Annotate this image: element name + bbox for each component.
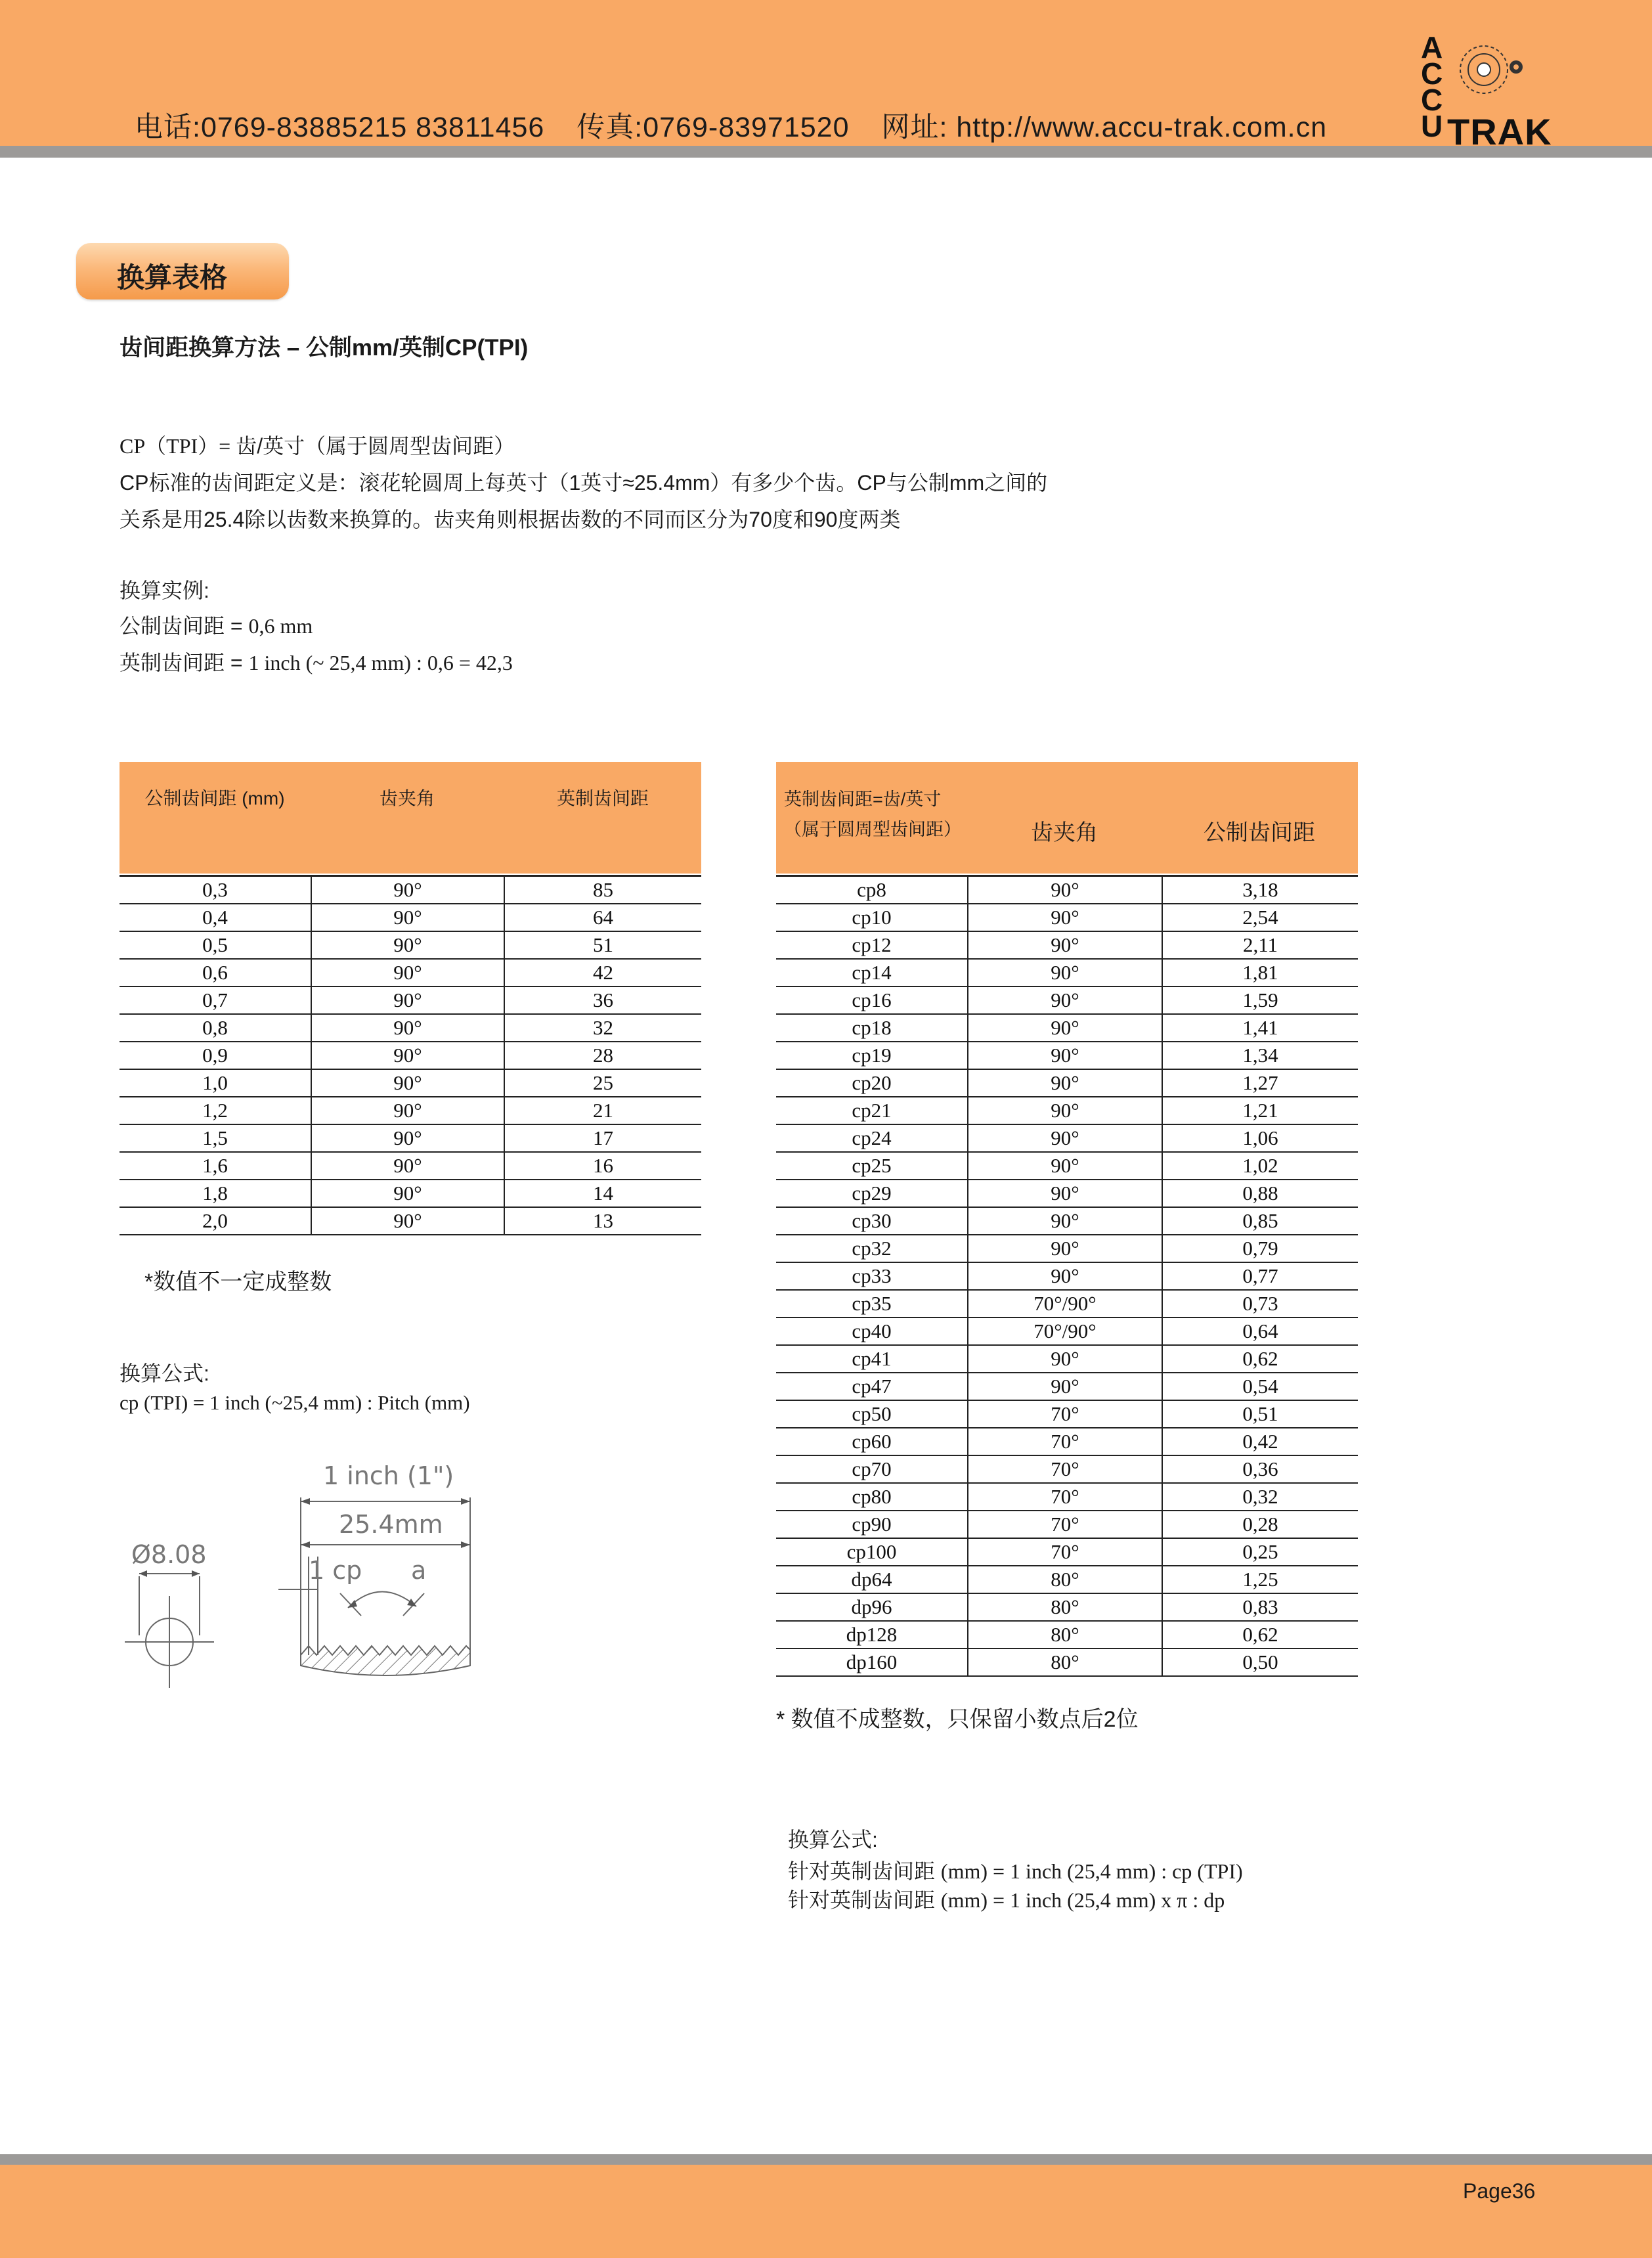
table-row <box>120 876 701 904</box>
table-row <box>120 986 701 1014</box>
table-cell: 70°/90° <box>968 1317 1162 1345</box>
table-cell: cp19 <box>776 1042 968 1069</box>
table-row <box>776 1621 1358 1649</box>
table-row <box>120 931 701 959</box>
table-cell: cp29 <box>776 1180 968 1207</box>
table-cell: 0,5 <box>120 931 311 959</box>
table-cell: cp35 <box>776 1290 968 1317</box>
left-header-metric: 公制齿间距 (mm) <box>144 788 285 808</box>
table-cell: 90° <box>311 931 504 959</box>
diagram-diameter: Ø8.08 <box>131 1540 207 1569</box>
table-cell: 90° <box>968 1373 1162 1400</box>
table-cell: cp32 <box>776 1235 968 1262</box>
table-row <box>776 876 1358 904</box>
section-title-pill <box>76 243 289 299</box>
logo-letter: C <box>1421 56 1443 91</box>
table-row <box>776 1152 1358 1180</box>
table-cell: 90° <box>968 1180 1162 1207</box>
table-cell: dp160 <box>776 1649 968 1676</box>
table-row <box>120 1124 701 1152</box>
page-number: Page36 <box>1463 2179 1536 2203</box>
table-cell: 0,64 <box>1162 1317 1358 1345</box>
table-cell: 1,06 <box>1162 1124 1358 1152</box>
table-cell: 0,36 <box>1162 1455 1358 1483</box>
table-cell: 21 <box>504 1097 701 1124</box>
table-row <box>776 1649 1358 1676</box>
table-cell: 13 <box>504 1207 701 1235</box>
table-cell: 90° <box>968 1014 1162 1042</box>
table-cell: 51 <box>504 931 701 959</box>
table-cell: 0,62 <box>1162 1345 1358 1373</box>
left-table-header <box>120 762 701 874</box>
table-row <box>120 959 701 986</box>
table-cell: 1,21 <box>1162 1097 1358 1124</box>
table-row <box>776 1207 1358 1235</box>
table-cell: 0,83 <box>1162 1593 1358 1621</box>
table-cell: 70° <box>968 1538 1162 1566</box>
example-metric-value: 0,6 mm <box>248 614 313 638</box>
table-cell: 90° <box>311 904 504 931</box>
table-cell: cp25 <box>776 1152 968 1180</box>
example-metric <box>120 609 313 640</box>
table-cell: 90° <box>311 1014 504 1042</box>
table-row <box>120 1097 701 1124</box>
table-row <box>776 959 1358 986</box>
table-cell: 2,0 <box>120 1207 311 1235</box>
section-title: 换算表格 <box>117 262 228 293</box>
left-header-imperial: 英制齿间距 <box>556 788 649 808</box>
table-row <box>776 1483 1358 1511</box>
table-cell: 0,79 <box>1162 1235 1358 1262</box>
table-cell: 0,85 <box>1162 1207 1358 1235</box>
right-header-imperial <box>784 784 976 845</box>
table-cell: 90° <box>311 1180 504 1207</box>
table-cell: 90° <box>968 1124 1162 1152</box>
table-cell: cp10 <box>776 904 968 931</box>
table-cell: 17 <box>504 1124 701 1152</box>
table-cell: 1,0 <box>120 1069 311 1097</box>
table-row <box>120 1014 701 1042</box>
table-row <box>776 1235 1358 1262</box>
table-row <box>776 1428 1358 1455</box>
table-cell: 90° <box>968 1262 1162 1290</box>
right-header-angle: 齿夹角 <box>1031 820 1098 845</box>
table-cell: 80° <box>968 1593 1162 1621</box>
right-formula-2-label: 针对英制齿间距 <box>788 1888 941 1912</box>
right-formula-1-body: (mm) = 1 inch (25,4 mm) : cp (TPI) <box>940 1859 1243 1883</box>
table-cell: cp40 <box>776 1317 968 1345</box>
table-cell: cp20 <box>776 1069 968 1097</box>
right-table-header <box>776 762 1358 874</box>
table-cell: 0,88 <box>1162 1180 1358 1207</box>
table-cell: 25 <box>504 1069 701 1097</box>
table-cell: cp21 <box>776 1097 968 1124</box>
table-cell: 0,42 <box>1162 1428 1358 1455</box>
right-header-metric: 公制齿间距 <box>1204 820 1315 845</box>
right-header-imperial-line2: （属于圆周型齿间距） <box>784 820 961 839</box>
table-cell: 36 <box>504 986 701 1014</box>
accu-trak-logo <box>1418 30 1556 152</box>
intro-line-3: 关系是用25.4除以齿数来换算的。齿夹角则根据齿数的不同而区分为70度和90度两类 <box>120 508 901 531</box>
table-cell: 0,6 <box>120 959 311 986</box>
contact-line <box>135 105 1351 145</box>
table-cell: 85 <box>504 876 701 904</box>
footer-band <box>0 2165 1652 2258</box>
table-cell: 0,4 <box>120 904 311 931</box>
table-cell: 0,8 <box>120 1014 311 1042</box>
table-cell: 90° <box>968 1235 1162 1262</box>
table-cell: 0,32 <box>1162 1483 1358 1511</box>
table-cell: 90° <box>968 1152 1162 1180</box>
table-cell: 0,25 <box>1162 1538 1358 1566</box>
table-cell: 0,62 <box>1162 1621 1358 1649</box>
header-divider <box>0 146 1652 158</box>
table-cell: 90° <box>311 959 504 986</box>
example-imperial <box>120 646 513 676</box>
right-conversion-table <box>776 875 1358 1677</box>
table-cell: 2,54 <box>1162 904 1358 931</box>
table-cell: 90° <box>968 1042 1162 1069</box>
fax-text: 传真:0769-83971520 <box>576 112 850 143</box>
table-cell: dp128 <box>776 1621 968 1649</box>
table-cell: 16 <box>504 1152 701 1180</box>
table-cell: 42 <box>504 959 701 986</box>
intro-line-2: CP标准的齿间距定义是：滚花轮圆周上每英寸（1英寸≈25.4mm）有多少个齿。CP与公制mm之间的 <box>120 471 1048 495</box>
diagram-cp: 1 cp <box>309 1556 362 1585</box>
table-cell: 90° <box>311 1069 504 1097</box>
table-row <box>120 1069 701 1097</box>
diagram-inch: 1 inch (1") <box>323 1461 454 1490</box>
table-cell: 70° <box>968 1483 1162 1511</box>
example-heading: 换算实例: <box>120 579 209 602</box>
table-cell: 0,50 <box>1162 1649 1358 1676</box>
table-row <box>776 1345 1358 1373</box>
table-cell: 1,34 <box>1162 1042 1358 1069</box>
table-cell: 1,25 <box>1162 1566 1358 1593</box>
table-cell: 1,8 <box>120 1180 311 1207</box>
table-cell: cp16 <box>776 986 968 1014</box>
table-cell: 90° <box>968 931 1162 959</box>
table-row <box>120 1152 701 1180</box>
table-row <box>120 1180 701 1207</box>
table-cell: 64 <box>504 904 701 931</box>
footer-divider <box>0 2154 1652 2165</box>
diagram-angle: a <box>411 1556 427 1585</box>
table-cell: 0,28 <box>1162 1511 1358 1538</box>
example-imperial-value: 1 inch (~ 25,4 mm) : 0,6 = 42,3 <box>248 651 513 675</box>
table-cell: 70° <box>968 1400 1162 1428</box>
table-cell: 0,9 <box>120 1042 311 1069</box>
table-cell: 0,7 <box>120 986 311 1014</box>
table-row <box>776 1455 1358 1483</box>
table-cell: 90° <box>311 1042 504 1069</box>
knurl-pitch-diagram <box>118 1458 486 1694</box>
table-cell: 1,02 <box>1162 1152 1358 1180</box>
table-cell: 1,6 <box>120 1152 311 1180</box>
website-link[interactable]: 网址: http://www.accu-trak.com.cn <box>881 112 1328 143</box>
table-cell: cp33 <box>776 1262 968 1290</box>
table-cell: cp47 <box>776 1373 968 1400</box>
table-cell: cp18 <box>776 1014 968 1042</box>
logo-word: TRAK <box>1447 111 1552 152</box>
left-table-note: *数值不一定成整数 <box>144 1270 332 1295</box>
table-cell: 80° <box>968 1566 1162 1593</box>
right-header-imperial-line1: 英制齿间距=齿/英寸 <box>784 789 942 809</box>
page-subtitle: 齿间距换算方法 – 公制mm/英制CP(TPI) <box>120 335 529 361</box>
table-row <box>776 1290 1358 1317</box>
table-cell: 90° <box>968 959 1162 986</box>
example-metric-label: 公制齿间距 = <box>120 614 249 638</box>
table-cell: cp100 <box>776 1538 968 1566</box>
table-row <box>776 986 1358 1014</box>
table-cell: cp41 <box>776 1345 968 1373</box>
right-formula-1-label: 针对英制齿间距 <box>788 1859 941 1883</box>
table-cell: 0,51 <box>1162 1400 1358 1428</box>
table-row <box>776 1042 1358 1069</box>
table-row <box>120 904 701 931</box>
table-cell: cp14 <box>776 959 968 986</box>
table-row <box>776 1373 1358 1400</box>
table-cell: 0,73 <box>1162 1290 1358 1317</box>
left-header-angle: 齿夹角 <box>379 788 435 808</box>
diagram-mm: 25.4mm <box>339 1510 443 1539</box>
phone-text: 电话:0769-83885215 83811456 <box>135 112 545 143</box>
table-cell: 90° <box>311 1152 504 1180</box>
table-cell: cp50 <box>776 1400 968 1428</box>
table-cell: 90° <box>311 876 504 904</box>
table-cell: 14 <box>504 1180 701 1207</box>
table-row <box>776 1014 1358 1042</box>
table-cell: 90° <box>311 1207 504 1235</box>
table-cell: 90° <box>968 1097 1162 1124</box>
logo-letter: A <box>1421 30 1443 64</box>
table-row <box>776 1262 1358 1290</box>
logo-letter: U <box>1421 109 1443 143</box>
example-imperial-label: 英制齿间距 = <box>120 651 249 675</box>
table-cell: dp96 <box>776 1593 968 1621</box>
table-row <box>776 931 1358 959</box>
logo-letter: C <box>1421 83 1443 117</box>
table-cell: 2,11 <box>1162 931 1358 959</box>
table-cell: 80° <box>968 1621 1162 1649</box>
table-cell: 90° <box>311 1124 504 1152</box>
table-cell: 70° <box>968 1428 1162 1455</box>
left-conversion-table <box>120 875 701 1235</box>
table-row <box>776 1566 1358 1593</box>
right-formula-2 <box>788 1884 1225 1914</box>
table-cell: 32 <box>504 1014 701 1042</box>
table-cell: 0,77 <box>1162 1262 1358 1290</box>
table-cell: cp70 <box>776 1455 968 1483</box>
table-row <box>776 1180 1358 1207</box>
table-cell: cp8 <box>776 876 968 904</box>
table-cell: 90° <box>968 876 1162 904</box>
table-cell: cp12 <box>776 931 968 959</box>
table-cell: 70° <box>968 1511 1162 1538</box>
table-row <box>776 1097 1358 1124</box>
left-formula-heading: 换算公式: <box>120 1361 209 1385</box>
intro-line-1 <box>120 430 515 460</box>
right-table-note: * 数值不成整数，只保留小数点后2位 <box>776 1707 1139 1732</box>
table-cell: cp60 <box>776 1428 968 1455</box>
table-cell: cp24 <box>776 1124 968 1152</box>
table-cell: 90° <box>968 1069 1162 1097</box>
table-row <box>120 1042 701 1069</box>
right-formula-1 <box>788 1855 1243 1885</box>
table-cell: 90° <box>968 986 1162 1014</box>
table-cell: 1,41 <box>1162 1014 1358 1042</box>
intro-cp-prefix: CP（TPI）= <box>120 434 236 458</box>
right-formula-2-body: (mm) = 1 inch (25,4 mm) x π : dp <box>940 1888 1225 1912</box>
table-cell: cp80 <box>776 1483 968 1511</box>
table-cell: 1,59 <box>1162 986 1358 1014</box>
table-cell: 28 <box>504 1042 701 1069</box>
table-cell: 70° <box>968 1455 1162 1483</box>
table-row <box>776 1511 1358 1538</box>
table-cell: 90° <box>968 1207 1162 1235</box>
table-cell: 80° <box>968 1649 1162 1676</box>
table-cell: 70°/90° <box>968 1290 1162 1317</box>
table-cell: 90° <box>311 1097 504 1124</box>
intro-cp-definition: 齿/英寸（属于圆周型齿间距） <box>236 434 515 458</box>
table-row <box>120 1207 701 1235</box>
table-cell: 0,3 <box>120 876 311 904</box>
right-formula-heading: 换算公式: <box>788 1828 878 1851</box>
table-cell: dp64 <box>776 1566 968 1593</box>
table-cell: 1,81 <box>1162 959 1358 986</box>
table-row <box>776 1317 1358 1345</box>
table-cell: 90° <box>311 986 504 1014</box>
table-cell: 1,2 <box>120 1097 311 1124</box>
table-cell: 1,27 <box>1162 1069 1358 1097</box>
left-formula: cp (TPI) = 1 inch (~25,4 mm) : Pitch (mm) <box>120 1391 470 1414</box>
table-cell: 1,5 <box>120 1124 311 1152</box>
table-cell: 0,54 <box>1162 1373 1358 1400</box>
table-cell: cp30 <box>776 1207 968 1235</box>
table-cell: 90° <box>968 1345 1162 1373</box>
table-row <box>776 1593 1358 1621</box>
table-row <box>776 904 1358 931</box>
table-row <box>776 1538 1358 1566</box>
table-cell: 3,18 <box>1162 876 1358 904</box>
table-cell: 90° <box>968 904 1162 931</box>
table-row <box>776 1124 1358 1152</box>
gear-icon <box>1452 33 1531 105</box>
table-row <box>776 1400 1358 1428</box>
table-row <box>776 1069 1358 1097</box>
table-cell: cp90 <box>776 1511 968 1538</box>
